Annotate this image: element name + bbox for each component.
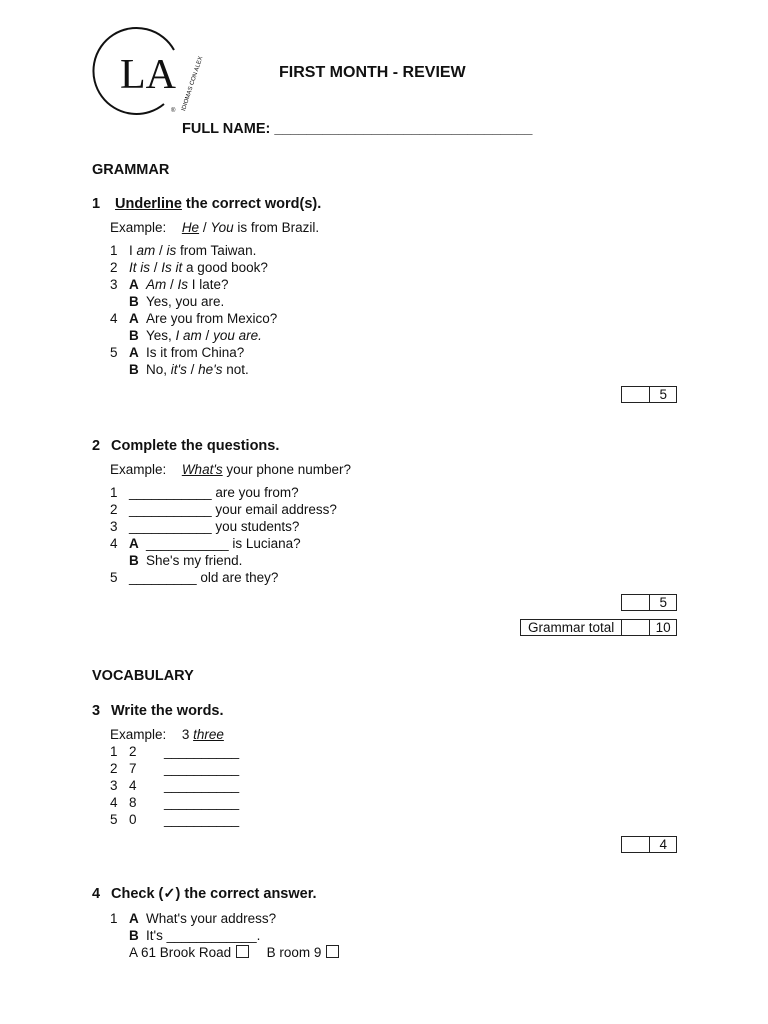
checkbox-option-b[interactable]	[326, 945, 339, 958]
full-name-label: FULL NAME:	[182, 121, 271, 137]
score-input[interactable]	[622, 837, 649, 852]
checkbox-option-a[interactable]	[236, 945, 249, 958]
full-name-line[interactable]: ________________________________	[274, 121, 533, 137]
score-max: 10	[649, 620, 676, 635]
grammar-total-box	[520, 619, 677, 636]
exercise-1-example: Example: He / You is from Brazil.	[110, 220, 320, 235]
exercise-3-item-1[interactable]: 1 2 __________	[110, 744, 240, 759]
exercise-2-score-box	[621, 594, 677, 611]
grammar-total-label: Grammar total	[528, 620, 615, 635]
exercise-2-item-1[interactable]: 1 ___________ are you from?	[110, 485, 299, 500]
exercise-1-item-3b: B Yes, you are.	[129, 294, 225, 309]
exercise-2-item-3[interactable]: 3 ___________ you students?	[110, 519, 300, 534]
exercise-1-item-5a: 5 A Is it from China?	[110, 345, 245, 360]
exercise-4-options: A 61 Brook Road B room 9	[129, 944, 339, 961]
exercise-1-score-box	[621, 386, 677, 403]
exercise-1-item-1[interactable]: 1 I am / is from Taiwan.	[110, 243, 257, 258]
score-max: 4	[649, 837, 676, 852]
score-input[interactable]	[622, 387, 649, 402]
logo-monogram: LA	[120, 52, 176, 98]
exercise-4-question-b: B It's ____________.	[129, 928, 261, 943]
exercise-2-title: 2 Complete the questions.	[92, 438, 280, 454]
exercise-3-item-3[interactable]: 3 4 __________	[110, 778, 240, 793]
exercise-2-item-5[interactable]: 5 _________ old are they?	[110, 570, 279, 585]
exercise-4-title: 4 Check (✓) the correct answer.	[92, 886, 317, 902]
logo-graphic	[92, 26, 205, 122]
exercise-2-item-4a[interactable]: 4 A ___________ is Luciana?	[110, 536, 301, 551]
full-name-field[interactable]	[182, 121, 532, 138]
exercise-2-item-4b: B She's my friend.	[129, 553, 243, 568]
exercise-3-item-4[interactable]: 4 8 __________	[110, 795, 240, 810]
score-max: 5	[649, 387, 676, 402]
exercise-1-title: 1 Underline the correct word(s).	[92, 196, 322, 212]
exercise-3-item-5[interactable]: 5 0 __________	[110, 812, 240, 827]
exercise-3-title: 3 Write the words.	[92, 703, 224, 719]
exercise-3-score-box	[621, 836, 677, 853]
exercise-1-item-4b[interactable]: B Yes, I am / you are.	[129, 328, 262, 343]
page-title: FIRST MONTH - REVIEW	[279, 64, 466, 81]
check-mark-icon: ✓	[163, 886, 176, 902]
exercise-2-example: Example: What's your phone number?	[110, 462, 351, 477]
section-heading-vocabulary: VOCABULARY	[92, 668, 194, 684]
score-input[interactable]	[621, 620, 649, 635]
exercise-2-item-2[interactable]: 2 ___________ your email address?	[110, 502, 337, 517]
exercise-1-item-2[interactable]: 2 It is / Is it a good book?	[110, 260, 268, 275]
logo	[92, 26, 205, 122]
score-max: 5	[649, 595, 676, 610]
svg-text:®: ®	[171, 108, 176, 114]
exercise-1-item-5b[interactable]: B No, it's / he's not.	[129, 362, 249, 377]
exercise-4-question-a: 1 A What's your address?	[110, 911, 277, 926]
section-heading-grammar: GRAMMAR	[92, 162, 170, 178]
exercise-3-item-2[interactable]: 2 7 __________	[110, 761, 240, 776]
exercise-1-item-4a: 4 A Are you from Mexico?	[110, 311, 278, 326]
exercise-1-item-3a[interactable]: 3 A Am / Is I late?	[110, 277, 229, 292]
score-input[interactable]	[622, 595, 649, 610]
exercise-3-example: Example: 3 three	[110, 727, 224, 742]
logo-wordmark: IDIOMAS CON ALEX	[181, 55, 205, 112]
